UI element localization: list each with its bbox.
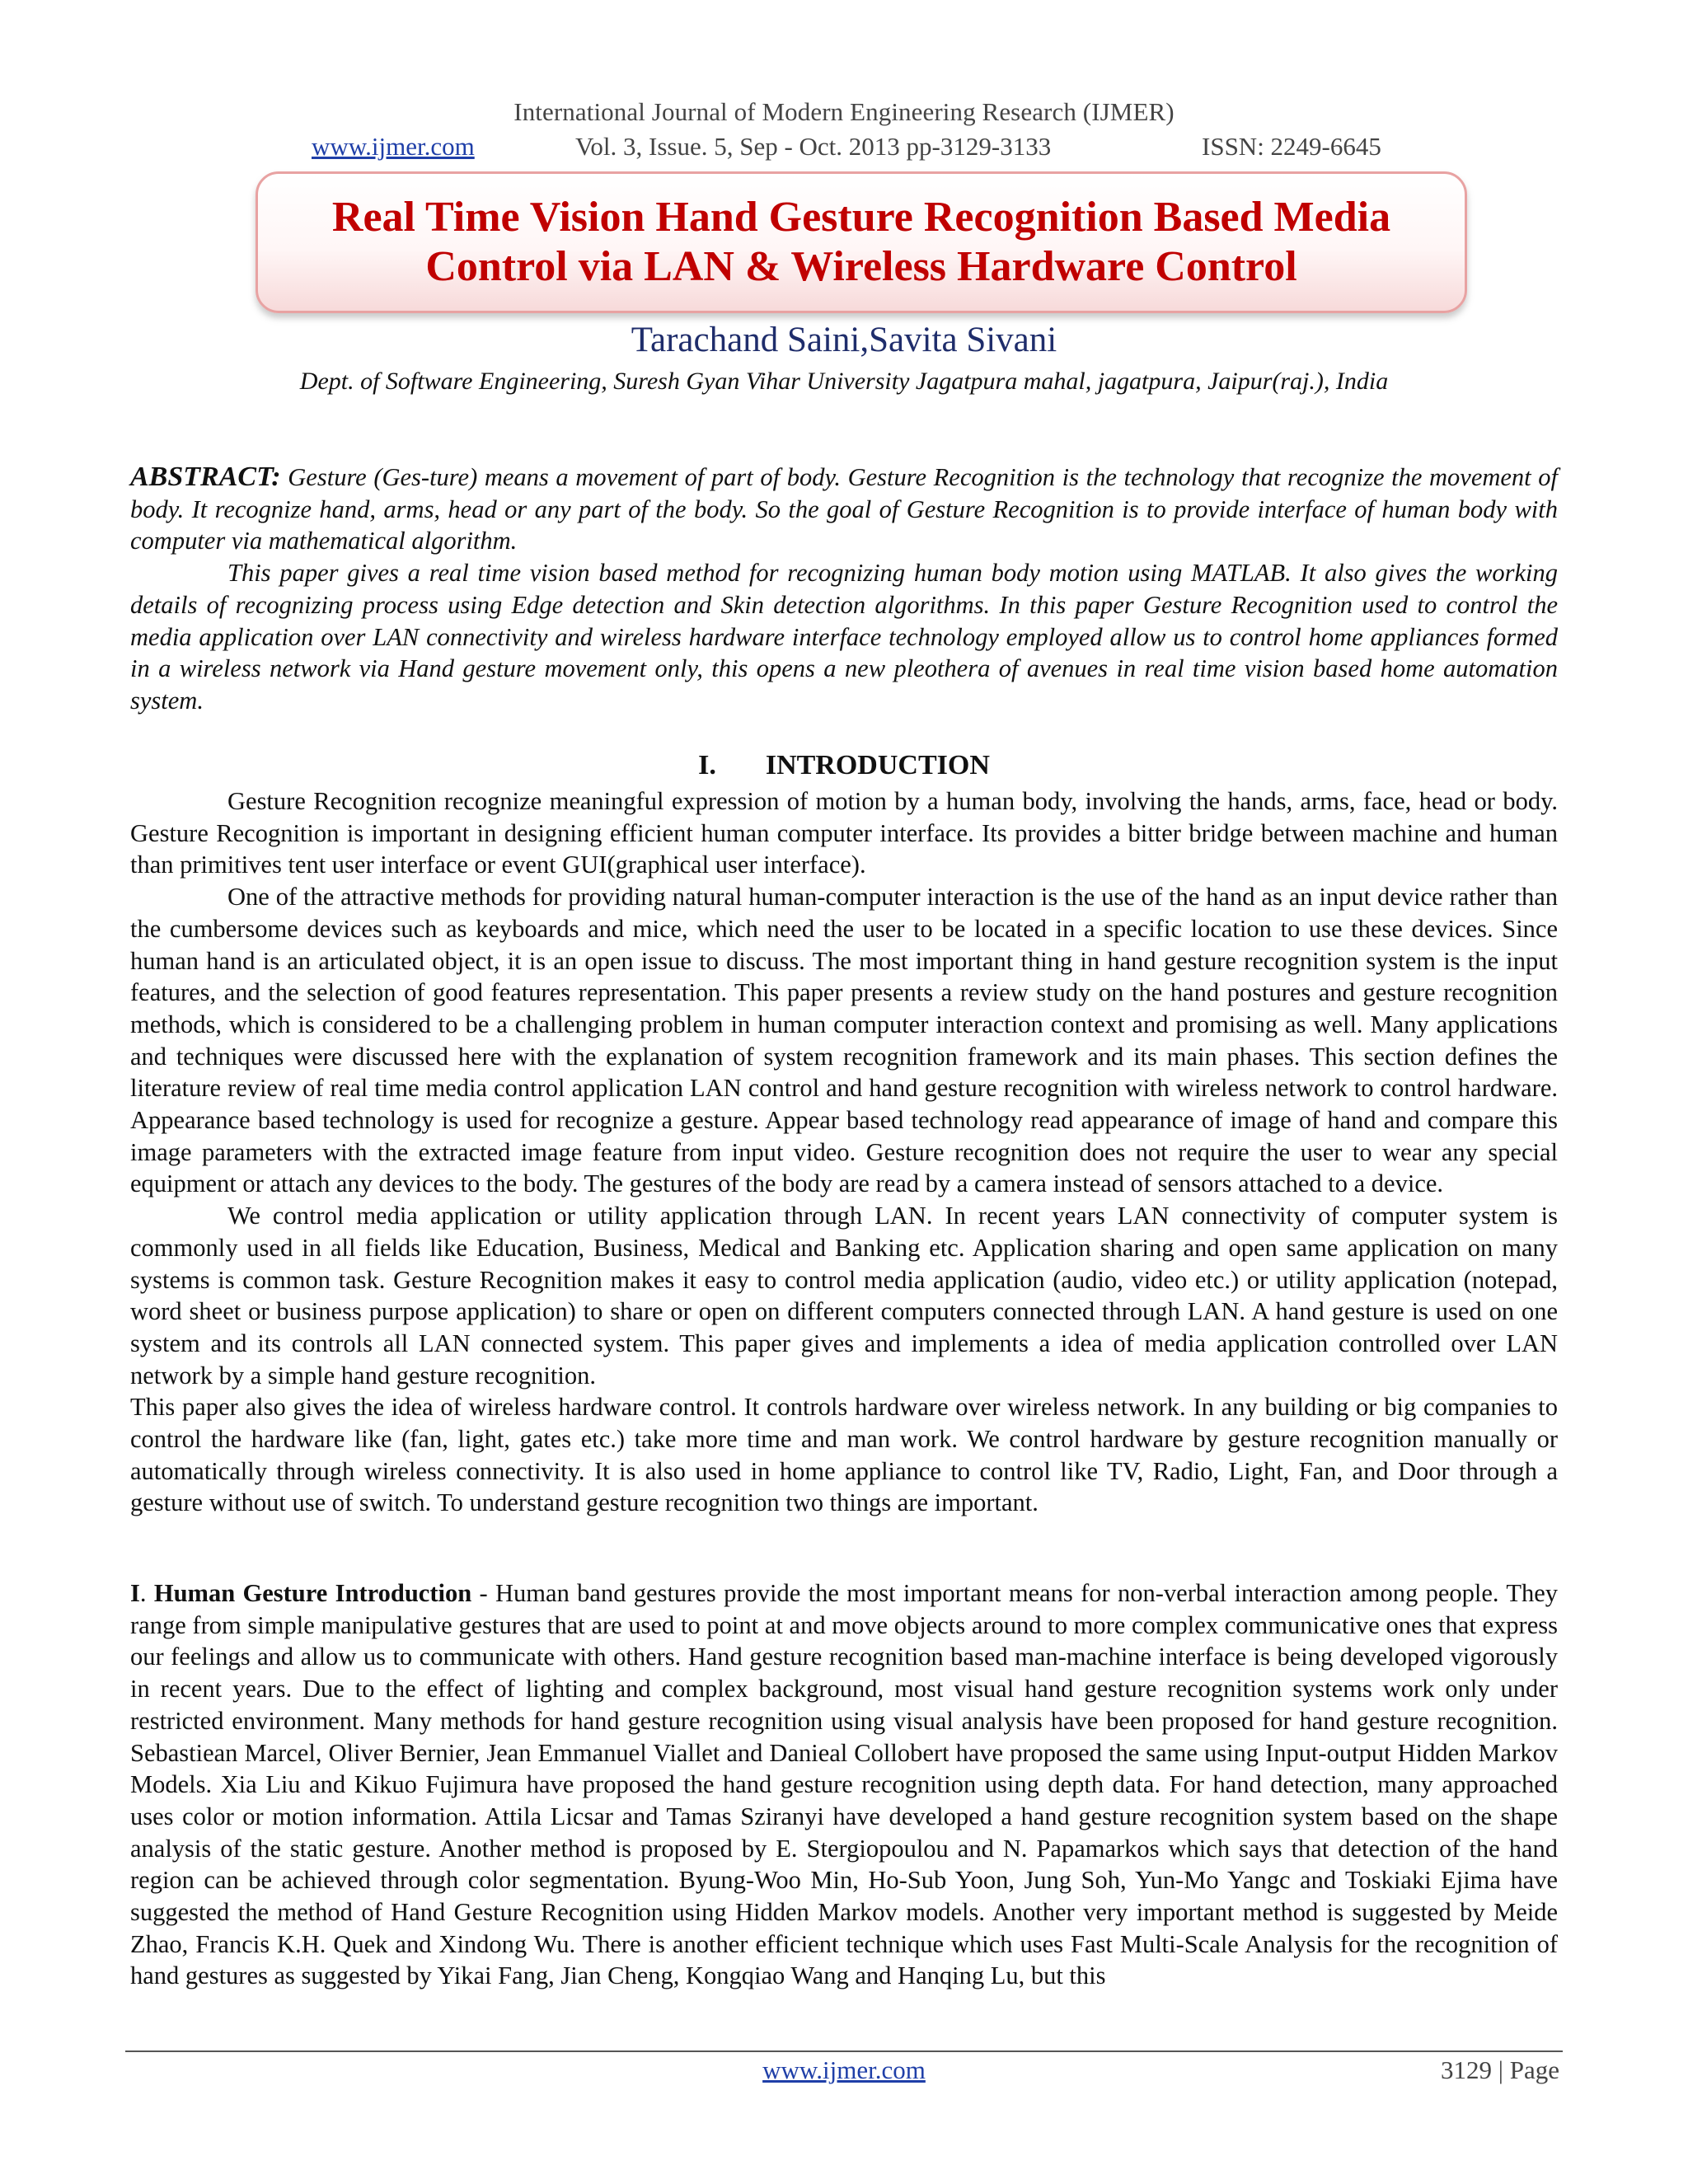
- abstract-text-1: Gesture (Ges-ture) means a movement of part of body. Gesture Recognition is the technology that recognize the movement of body. It recognize hand, arms, head or any part of the body. So the goal of Gesture Recognition is to provide interface of human body with computer via mathematical algorithm.: [130, 463, 1559, 555]
- intro-paragraph-2: One of the attractive methods for providing natural human-computer interaction is the use of the hand as an input device rather than the cumbersome devices such as keyboards and mice, which need the user to be located in a specific location to use these devices. Since human hand is an articulated object, it is an open issue to discuss. The most important thing in hand gesture recognition system is the input features, and the selection of good features representation. This paper presents a review study on the hand postures and gesture recognition methods, which is considered to be a challenging problem in human computer interaction context and promising as well. Many applications and techniques were discussed here with the explanation of system recognition framework and its main phases. This section defines the literature review of real time media control application LAN control and hand gesture recognition with wireless network to control hardware. Appearance based technology is used for recognize a gesture. Appear based technology read appearance of image of hand and compare this image parameters with the extracted image feature from input video. Gesture recognition does not require the user to wear any special equipment or attach any devices to the body. The gestures of the body are read by a camera instead of sensors attached to a device.: [130, 883, 1558, 1198]
- paper-title-line-2: Control via LAN & Wireless Hardware Control: [425, 243, 1297, 290]
- section-title: INTRODUCTION: [765, 750, 990, 780]
- journal-website-link[interactable]: www.ijmer.com: [312, 132, 475, 161]
- subsection-paragraph: I. Human Gesture Introduction - Human band gestures provide the most important means for non-verbal interaction among people. They range from simple manipulative gestures that are used to point at and move objects around to more complex communicative ones that express our feelings and allow us to communicate with others. Hand gesture recognition based man-machine interface is being developed vigorously in recent years. Due to the effect of lighting and complex background, most visual hand gesture recognition systems work only under restricted environment. Many methods for hand gesture recognition using visual analysis have been proposed for hand gesture recognition. Sebastiean Marcel, Oliver Bernier, Jean Emmanuel Viallet and Danieal Collobert have proposed the same using Input-output Hidden Markov Models. Xia Liu and Kikuo Fujimura have proposed the hand gesture recognition using depth data. For hand detection, many approached uses color or motion information. Attila Licsar and Tamas Sziranyi have developed a hand gesture recognition system based on the shape analysis of the static gesture. Another method is proposed by E. Stergiopoulou and N. Papamarkos which says that detection of the hand region can be achieved through color segmentation. Byung-Woo Min, Ho-Sub Yoon, Jung Soh, Yun-Mo Yangc and Toskiaki Ejima have suggested the method of Hand Gesture Recognition using Hidden Markov models. Another very important method is suggested by Meide Zhao, Francis K.H. Quek and Xindong Wu. There is another efficient technique which uses Fast Multi-Scale Analysis for the recognition of hand gestures as suggested by Yikai Fang, Jian Cheng, Kongqiao Wang and Hanqing Lu, but this: [130, 1579, 1558, 1990]
- footer-divider: [125, 2050, 1563, 2052]
- section-number: I.: [698, 750, 716, 780]
- subsection-heading: Human Gesture Introduction: [153, 1579, 472, 1607]
- abstract-paragraph-2: This paper gives a real time vision based method for recognizing human body motion using MATLAB. It also gives the working details of recognizing process using Edge detection and Skin detection algorithms. In this paper Gesture Recognition used to control the media application over LAN connectivity and wireless hardware interface technology employed allow us to control home appliances formed in a wireless network via Hand gesture movement only, this opens a new pleothera of avenues in real time vision based home automation system.: [130, 559, 1558, 715]
- introduction-body: [130, 785, 1558, 1519]
- footer-website-link[interactable]: www.ijmer.com: [762, 2055, 926, 2084]
- paper-title-box: [256, 171, 1467, 313]
- section-heading-introduction: [0, 750, 1688, 781]
- journal-volume: Vol. 3, Issue. 5, Sep - Oct. 2013 pp-3129-3133: [575, 132, 1052, 161]
- intro-paragraph-3: We control media application or utility application through LAN. In recent years LAN connectivity of computer system is commonly used in all fields like Education, Business, Medical and Banking etc. Application sharing and open same application on many systems is common task. Gesture Recognition makes it easy to control media application (audio, video etc.) or utility application (notepad, word sheet or business purpose application) to share or open on different computers connected through LAN. A hand gesture is used on one system and its controls all LAN connected system. This paper gives and implements a idea of media application controlled over LAN network by a simple hand gesture recognition.: [130, 1202, 1558, 1390]
- paper-authors: Tarachand Saini,Savita Sivani: [631, 321, 1057, 359]
- footer-page-number: 3129 | Page: [1441, 2055, 1559, 2084]
- subsection-text: - Human band gestures provide the most important means for non-verbal interaction among people. They range from simple manipulative gestures that are used to point at and move objects around to more complex communicative ones that express our feelings and allow us to communicate with others. Hand gesture recognition based man-machine interface is being developed vigorously in recent years. Due to the effect of lighting and complex background, most visual hand gesture recognition systems work only under restricted environment. Many methods for hand gesture recognition using visual analysis have been proposed for hand gesture recognition. Sebastiean Marcel, Oliver Bernier, Jean Emmanuel Viallet and Danieal Collobert have proposed the same using Input-output Hidden Markov Models. Xia Liu and Kikuo Fujimura have proposed the hand gesture recognition using depth data. For hand detection, many approached uses color or motion information. Attila Licsar and Tamas Sziranyi have developed a hand gesture recognition system based on the shape analysis of the static gesture. Another method is proposed by E. Stergiopoulou and N. Papamarkos which says that detection of the hand region can be achieved through color segmentation. Byung-Woo Min, Ho-Sub Yoon, Jung Soh, Yun-Mo Yangc and Toskiaki Ejima have suggested the method of Hand Gesture Recognition using Hidden Markov models. Another very important method is suggested by Meide Zhao, Francis K.H. Quek and Xindong Wu. There is another efficient technique which uses Fast Multi-Scale Analysis for the recognition of hand gestures as suggested by Yikai Fang, Jian Cheng, Kongqiao Wang and Hanqing Lu, but this: [130, 1579, 1558, 1990]
- abstract: [130, 462, 1558, 717]
- human-gesture-introduction: [130, 1577, 1558, 1992]
- abstract-paragraph-1: [130, 462, 1558, 557]
- intro-paragraph-1: Gesture Recognition recognize meaningful expression of motion by a human body, involving the hands, arms, face, head or body. Gesture Recognition is important in designing efficient human computer interface. Its provides a bitter bridge between machine and human than primitives tent user interface or event GUI(graphical user interface).: [130, 787, 1558, 879]
- footer-center: [0, 2055, 1688, 2085]
- subsection-number: I: [130, 1579, 140, 1607]
- journal-name: International Journal of Modern Engineering Research (IJMER): [513, 97, 1175, 126]
- author-affiliation: Dept. of Software Engineering, Suresh Gyan Vihar University Jagatpura mahal, jagatpura, Jaipur(raj.), India: [299, 368, 1389, 395]
- paper-title-line-1: Real Time Vision Hand Gesture Recognition Based Media: [331, 194, 1391, 241]
- journal-meta: [0, 132, 1688, 165]
- journal-issn: ISSN: 2249-6645: [1202, 132, 1381, 161]
- intro-paragraph-4: This paper also gives the idea of wireless hardware control. It controls hardware over wireless network. In any building or big companies to control the hardware like (fan, light, gates etc.) take more time and man work. We control hardware by gesture recognition manually or automatically through wireless connectivity. It is also used in home appliance to control like TV, Radio, Light, Fan, and Door through a gesture without use of switch. To understand gesture recognition two things are important.: [130, 1393, 1558, 1517]
- abstract-label: ABSTRACT:: [130, 462, 281, 492]
